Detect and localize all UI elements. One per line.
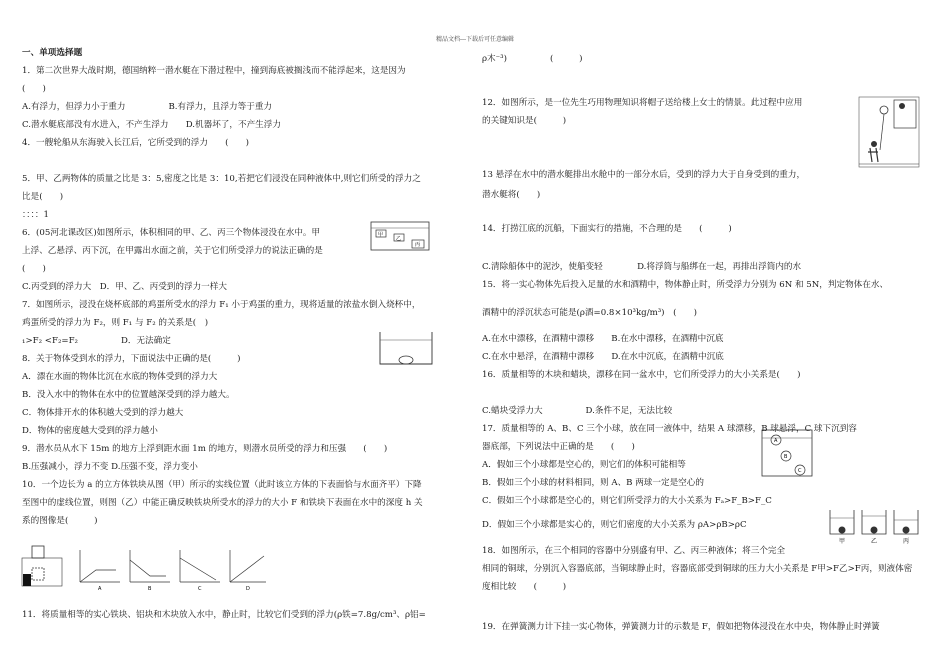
question-line: 的关键知识是( ) [482, 116, 567, 126]
q6-figure [370, 216, 450, 258]
question-line: 比是( ) [22, 192, 64, 202]
question-line: 10．一个边长为 a 的立方体铁块从图（甲）所示的实线位置（此时该立方体的下表面恰与水面齐平）下降 [22, 480, 422, 490]
question-line: 鸡蛋所受的浮力为 F₂，则 F₁ 与 F₂ 的关系是( ) [22, 318, 209, 328]
q18-label-jia: 甲 [839, 538, 846, 545]
question-line: ( ) [22, 264, 46, 274]
question-line: A.在水中漂移，在酒精中漂移 B.在水中漂移，在酒精中沉底 [482, 334, 724, 344]
question-line: C.丙受到的浮力大 D．甲、乙、丙受到的浮力一样大 [22, 282, 227, 292]
q10-graph-c-label: C [198, 586, 202, 590]
question-line: 度相比较 ( ) [482, 582, 567, 592]
question-line: 5．甲、乙两物体的质量之比是 3：5,密度之比是 3：10,若把它们浸没在同种液体中,则它们所受的浮力之 [22, 174, 421, 184]
question-line: 潜水艇将( ) [482, 190, 541, 200]
question-line: 16．质量相等的木块和蜡块，漂移在同一盆水中，它们所受浮力的大小关系是( ) [482, 370, 801, 380]
question-line: 上浮、乙悬浮、丙下沉，在甲露出水面之前，关于它们所受浮力的说法正确的是 [22, 246, 323, 256]
question-line: ₁>F₂ <F₂=F₂ D．无法确定 [22, 336, 171, 346]
question-line: ：：：：1 [22, 210, 49, 220]
question-line: 6．(05河北课改区)如图所示，体积相同的甲、乙、丙三个物体浸没在水中。甲 [22, 228, 321, 238]
question-line: 13 悬浮在水中的潜水艇排出水舱中的一部分水后，受到的浮力大于自身受到的重力， [482, 170, 806, 180]
question-line: B．假如三个小球的材料相同，则 A、B 两球一定是空心的 [482, 478, 704, 488]
q17-ball-b-label: B [784, 454, 788, 460]
question-line: C.清除船体中的泥沙，使船变轻 D.将浮筒与船绑在一起，再排出浮筒内的水 [482, 262, 802, 272]
question-line: 19．在弹簧测力计下挂一实心物体，弹簧测力计的示数是 F，假如把物体浸没在水中央，物体静止时弹簧 [482, 622, 880, 632]
question-line: 15．将一实心物体先后投入足量的水和酒精中，物体静止时，所受浮力分别为 6N 和 5N，判定物体在水、 [482, 280, 889, 290]
question-line: C.在水中悬浮，在酒精中漂移 D.在水中沉底，在酒精中沉底 [482, 352, 724, 362]
question-line: 12．如图所示，是一位先生巧用物理知识将帽子送给楼上女士的情景。此过程中应用 [482, 98, 803, 108]
question-line: C.潜水艇底部没有水进入，不产生浮力 D.机器坏了，不产生浮力 [22, 120, 281, 130]
question-line: D．假如三个小球都是实心的，则它们密度的大小关系为 ρA>ρB>ρC [482, 520, 747, 530]
question-line: A．漂在水面的物体比沉在水底的物体受到的浮力大 [22, 372, 218, 382]
q18-figure [826, 506, 922, 546]
question-line: B．没入水中的物体在水中的位置越深受到的浮力越大。 [22, 390, 235, 400]
q10-graph-b-label: B [148, 586, 152, 590]
question-line: 9．潜水员从水下 15m 的地方上浮到距水面 1m 的地方，则潜水员所受的浮力和压强 ( ) [22, 444, 388, 454]
question-line: 8．关于物体受到水的浮力，下面说法中正确的是( ) [22, 354, 241, 364]
q18-label-bing: 丙 [903, 538, 910, 545]
question-line: C．物体排开水的体积越大受到的浮力越大 [22, 408, 184, 418]
q18-label-yi: 乙 [871, 538, 878, 545]
question-line: 1．第二次世界大战时期，德国纳粹一潜水艇在下潜过程中，撞到海底被搁浅而不能浮起来，这是因为 [22, 66, 406, 76]
question-line: 相同的铜球，分别沉入容器底部，当铜球静止时，容器底部受到铜球的压力大小关系是 F甲>F乙>F丙，则液体密 [482, 564, 913, 574]
q12-figure [858, 96, 920, 168]
q7-beaker-figure [378, 330, 436, 368]
question-line: 4．一艘轮船从东海驶入长江后，它所受到的浮力 ( ) [22, 138, 250, 148]
q17-ball-a-label: A [774, 438, 778, 444]
q6-label-yi: 乙 [396, 236, 402, 242]
question-line: 酒精中的浮沉状态可能是(ρ酒=0.8×10³kg/m³) ( ) [482, 308, 698, 318]
question-line: 14．打捞江底的沉船，下面实行的措施，不合理的是 ( ) [482, 224, 732, 234]
page-header: 精品文档---下载后可任意编辑 [435, 36, 515, 43]
question-line: C.蜡块受浮力大 D.条件不足，无法比较 [482, 406, 673, 416]
question-line: 系的图像是( ) [22, 516, 98, 526]
question-line: 7．如图所示，浸没在烧杯底部的鸡蛋所受水的浮力 F₁ 小于鸡蛋的重力，现将适量的浓盐水倒入烧杯中， [22, 300, 421, 310]
question-line: 器底部，下列说法中正确的是 ( ) [482, 442, 635, 452]
question-line: 11．将质量相等的实心铁块、铝块和木块放入水中，静止时，比较它们受到的浮力(ρ铁=7.8g/cm³、ρ铝= [22, 610, 426, 620]
question-line: 17．质量相等的 A、B、C 三个小球，放在同一液体中，结果 A 球漂移，B 球悬浮，C 球下沉到容 [482, 424, 857, 434]
q10-graph-a-label: A [98, 586, 102, 590]
section-title: 一、单项选择题 [22, 48, 83, 58]
q6-label-jia: 甲 [378, 232, 384, 238]
question-line: ρ木⁻³) ( ) [482, 54, 583, 64]
question-line: A.有浮力，但浮力小于重力 B.有浮力，且浮力等于重力 [22, 102, 273, 112]
question-line: ( ) [22, 84, 46, 94]
q10-graph-d-label: D [246, 586, 250, 590]
question-line: 至图中的虚线位置，则图（乙）中能正确反映铁块所受水的浮力的大小 F 和铁块下表面在水中的深度 h 关 [22, 498, 423, 508]
question-line: D．物体的密度越大受到的浮力越小 [22, 426, 158, 436]
q10-figure [20, 540, 270, 590]
question-line: 18．如图所示，在三个相同的容器中分别盛有甲、乙、丙三种液体；将三个完全 [482, 546, 786, 556]
q17-ball-c-label: C [798, 468, 802, 474]
question-line: A．假如三个小球都是空心的，则它们的体积可能相等 [482, 460, 686, 470]
q17-figure [760, 426, 816, 478]
question-line: C．假如三个小球都是空心的，则它们所受浮力的大小关系为 Fₐ>F_B>F_C [482, 496, 772, 506]
q6-label-bing: 丙 [415, 242, 421, 248]
question-line: B.压强减小，浮力不变 D.压强不变，浮力变小 [22, 462, 198, 472]
